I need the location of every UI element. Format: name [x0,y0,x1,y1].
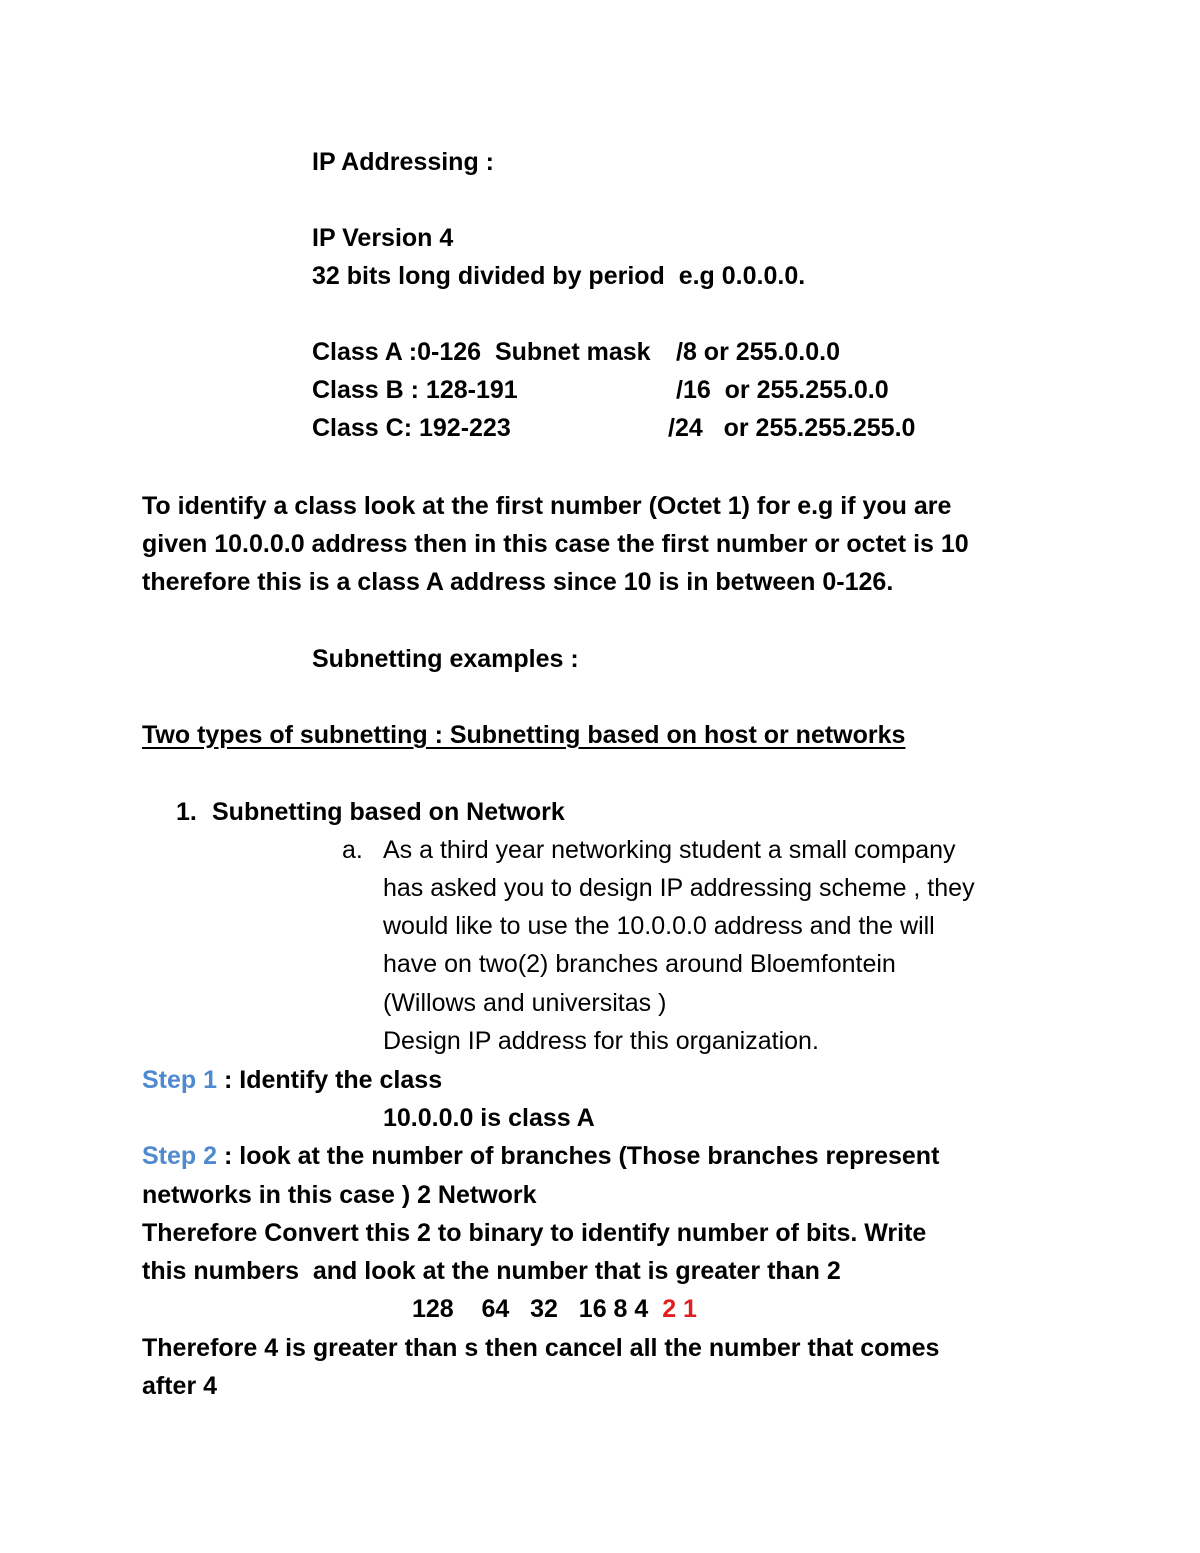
class-b-label: Class B : 128-191 [312,376,518,404]
identify-paragraph-line: therefore this is a class A address since 10 is in between 0-126. [142,568,894,596]
binary-row [412,1294,697,1324]
step-2-line [142,1141,939,1171]
list-item-title: Subnetting based on Network [212,798,565,826]
sub-item-line: would like to use the 10.0.0.0 address and the will [383,912,935,940]
sub-item-line: have on two(2) branches around Bloemfontein [383,950,896,978]
step-2-label: Step 2 [142,1142,218,1170]
class-a-mask: /8 or 255.0.0.0 [676,338,841,366]
sub-item-line: (Willows and universitas ) [383,989,667,1017]
conclusion-line: Therefore 4 is greater than s then cancel all the number that comes [142,1334,940,1362]
convert-line: Therefore Convert this 2 to binary to identify number of bits. Write [142,1219,927,1247]
sub-item-line: Design IP address for this organization. [383,1027,819,1055]
convert-line: this numbers and look at the number that is greater than 2 [142,1257,841,1285]
binary-row-values: 128 64 32 16 8 4 [412,1295,663,1323]
identify-paragraph-line: given 10.0.0.0 address then in this case the first number or octet is 10 [142,530,969,558]
step-1-result: 10.0.0.0 is class A [383,1104,595,1132]
two-types-heading: Two types of subnetting : Subnetting based on host or networks [142,721,906,749]
step-1-line [142,1065,442,1095]
sub-item-line: As a third year networking student a small company [383,836,956,864]
step-2-continuation: networks in this case ) 2 Network [142,1181,537,1209]
class-b-mask: /16 or 255.255.0.0 [676,376,889,404]
list-item-number: 1. [176,798,197,826]
conclusion-line: after 4 [142,1372,218,1400]
sub-item-letter: a. [342,836,363,864]
step-1-label: Step 1 [142,1066,218,1094]
identify-paragraph-line: To identify a class look at the first number (Octet 1) for e.g if you are [142,492,952,520]
binary-row-highlight: 2 1 [662,1295,697,1323]
heading-ip-addressing: IP Addressing : [312,148,494,176]
class-c-mask: /24 or 255.255.255.0 [668,414,916,442]
class-c-label: Class C: 192-223 [312,414,511,442]
class-a-label: Class A :0-126 Subnet mask [312,338,651,366]
sub-item-line: has asked you to design IP addressing scheme , they [383,874,975,902]
ip-version-line: IP Version 4 [312,224,454,252]
bits-line: 32 bits long divided by period e.g 0.0.0.0. [312,262,806,290]
step-2-text: : look at the number of branches (Those branches represent [217,1142,940,1170]
step-1-text: : Identify the class [217,1066,443,1094]
subnetting-examples-heading: Subnetting examples : [312,645,579,673]
